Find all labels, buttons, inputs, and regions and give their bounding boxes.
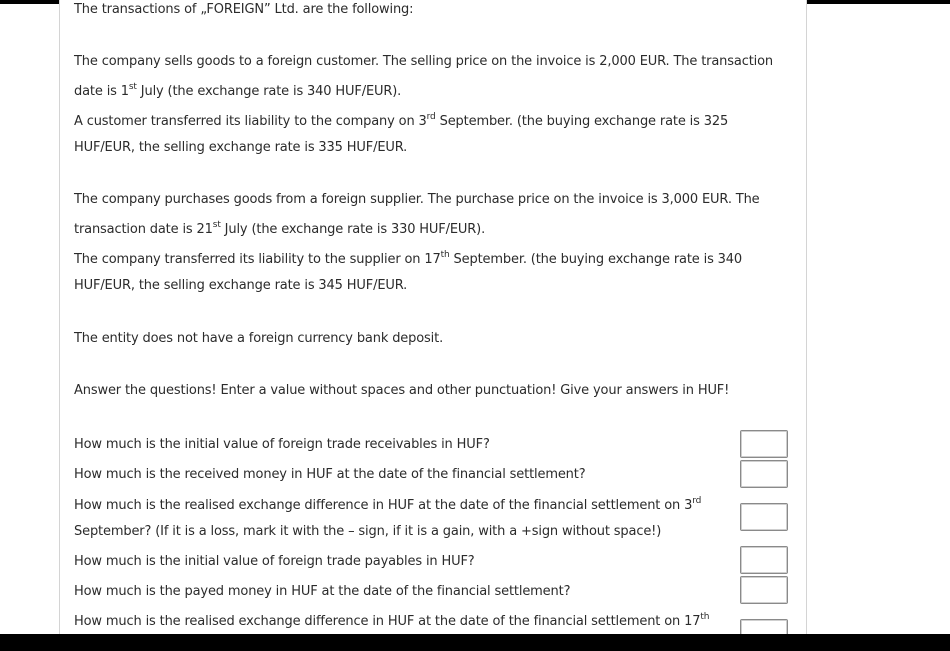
intro-text: The transactions of „FOREIGN” Ltd. are the following: <box>74 2 414 17</box>
no-deposit-text: The entity does not have a foreign currency bank deposit. <box>74 331 444 346</box>
question-5: How much is the payed money in HUF at the date of the financial settlement? <box>74 584 571 599</box>
instructions-text: Answer the questions! Enter a value without spaces and other punctuation! Give your answers in HUF! <box>74 383 730 398</box>
purchase-line-4: HUF/EUR, the selling exchange rate is 345 HUF/EUR. <box>74 278 408 293</box>
answer-1-input[interactable] <box>740 430 788 458</box>
question-4: How much is the initial value of foreign trade payables in HUF? <box>74 554 475 569</box>
answer-4-input[interactable] <box>740 546 788 574</box>
bottom-border <box>0 634 950 651</box>
purchase-line-1: The company purchases goods from a foreign supplier. The purchase price on the invoice is 3,000 EUR. The <box>74 192 760 207</box>
answer-3-input[interactable] <box>740 503 788 531</box>
question-3-line-1: How much is the realised exchange difference in HUF at the date of the financial settlement on 3rd <box>74 496 702 513</box>
question-6: How much is the realised exchange difference in HUF at the date of the financial settlement on 17th <box>74 612 710 629</box>
sale-line-3: A customer transferred its liability to the company on 3rd September. (the buying exchange rate is 325 <box>74 112 729 129</box>
purchase-line-3: The company transferred its liability to the supplier on 17th September. (the buying exchange rate is 340 <box>74 250 743 267</box>
sale-line-2: date is 1st July (the exchange rate is 340 HUF/EUR). <box>74 82 402 99</box>
answer-2-input[interactable] <box>740 460 788 488</box>
question-3-line-2: September? (If it is a loss, mark it with the – sign, if it is a gain, with a +sign without space!) <box>74 524 662 539</box>
purchase-line-2: transaction date is 21st July (the exchange rate is 330 HUF/EUR). <box>74 220 486 237</box>
sale-line-4: HUF/EUR, the selling exchange rate is 335 HUF/EUR. <box>74 140 408 155</box>
question-1: How much is the initial value of foreign trade receivables in HUF? <box>74 437 490 452</box>
question-2: How much is the received money in HUF at the date of the financial settlement? <box>74 467 586 482</box>
answer-5-input[interactable] <box>740 576 788 604</box>
sale-line-1: The company sells goods to a foreign customer. The selling price on the invoice is 2,000 EUR. The transaction <box>74 54 773 69</box>
